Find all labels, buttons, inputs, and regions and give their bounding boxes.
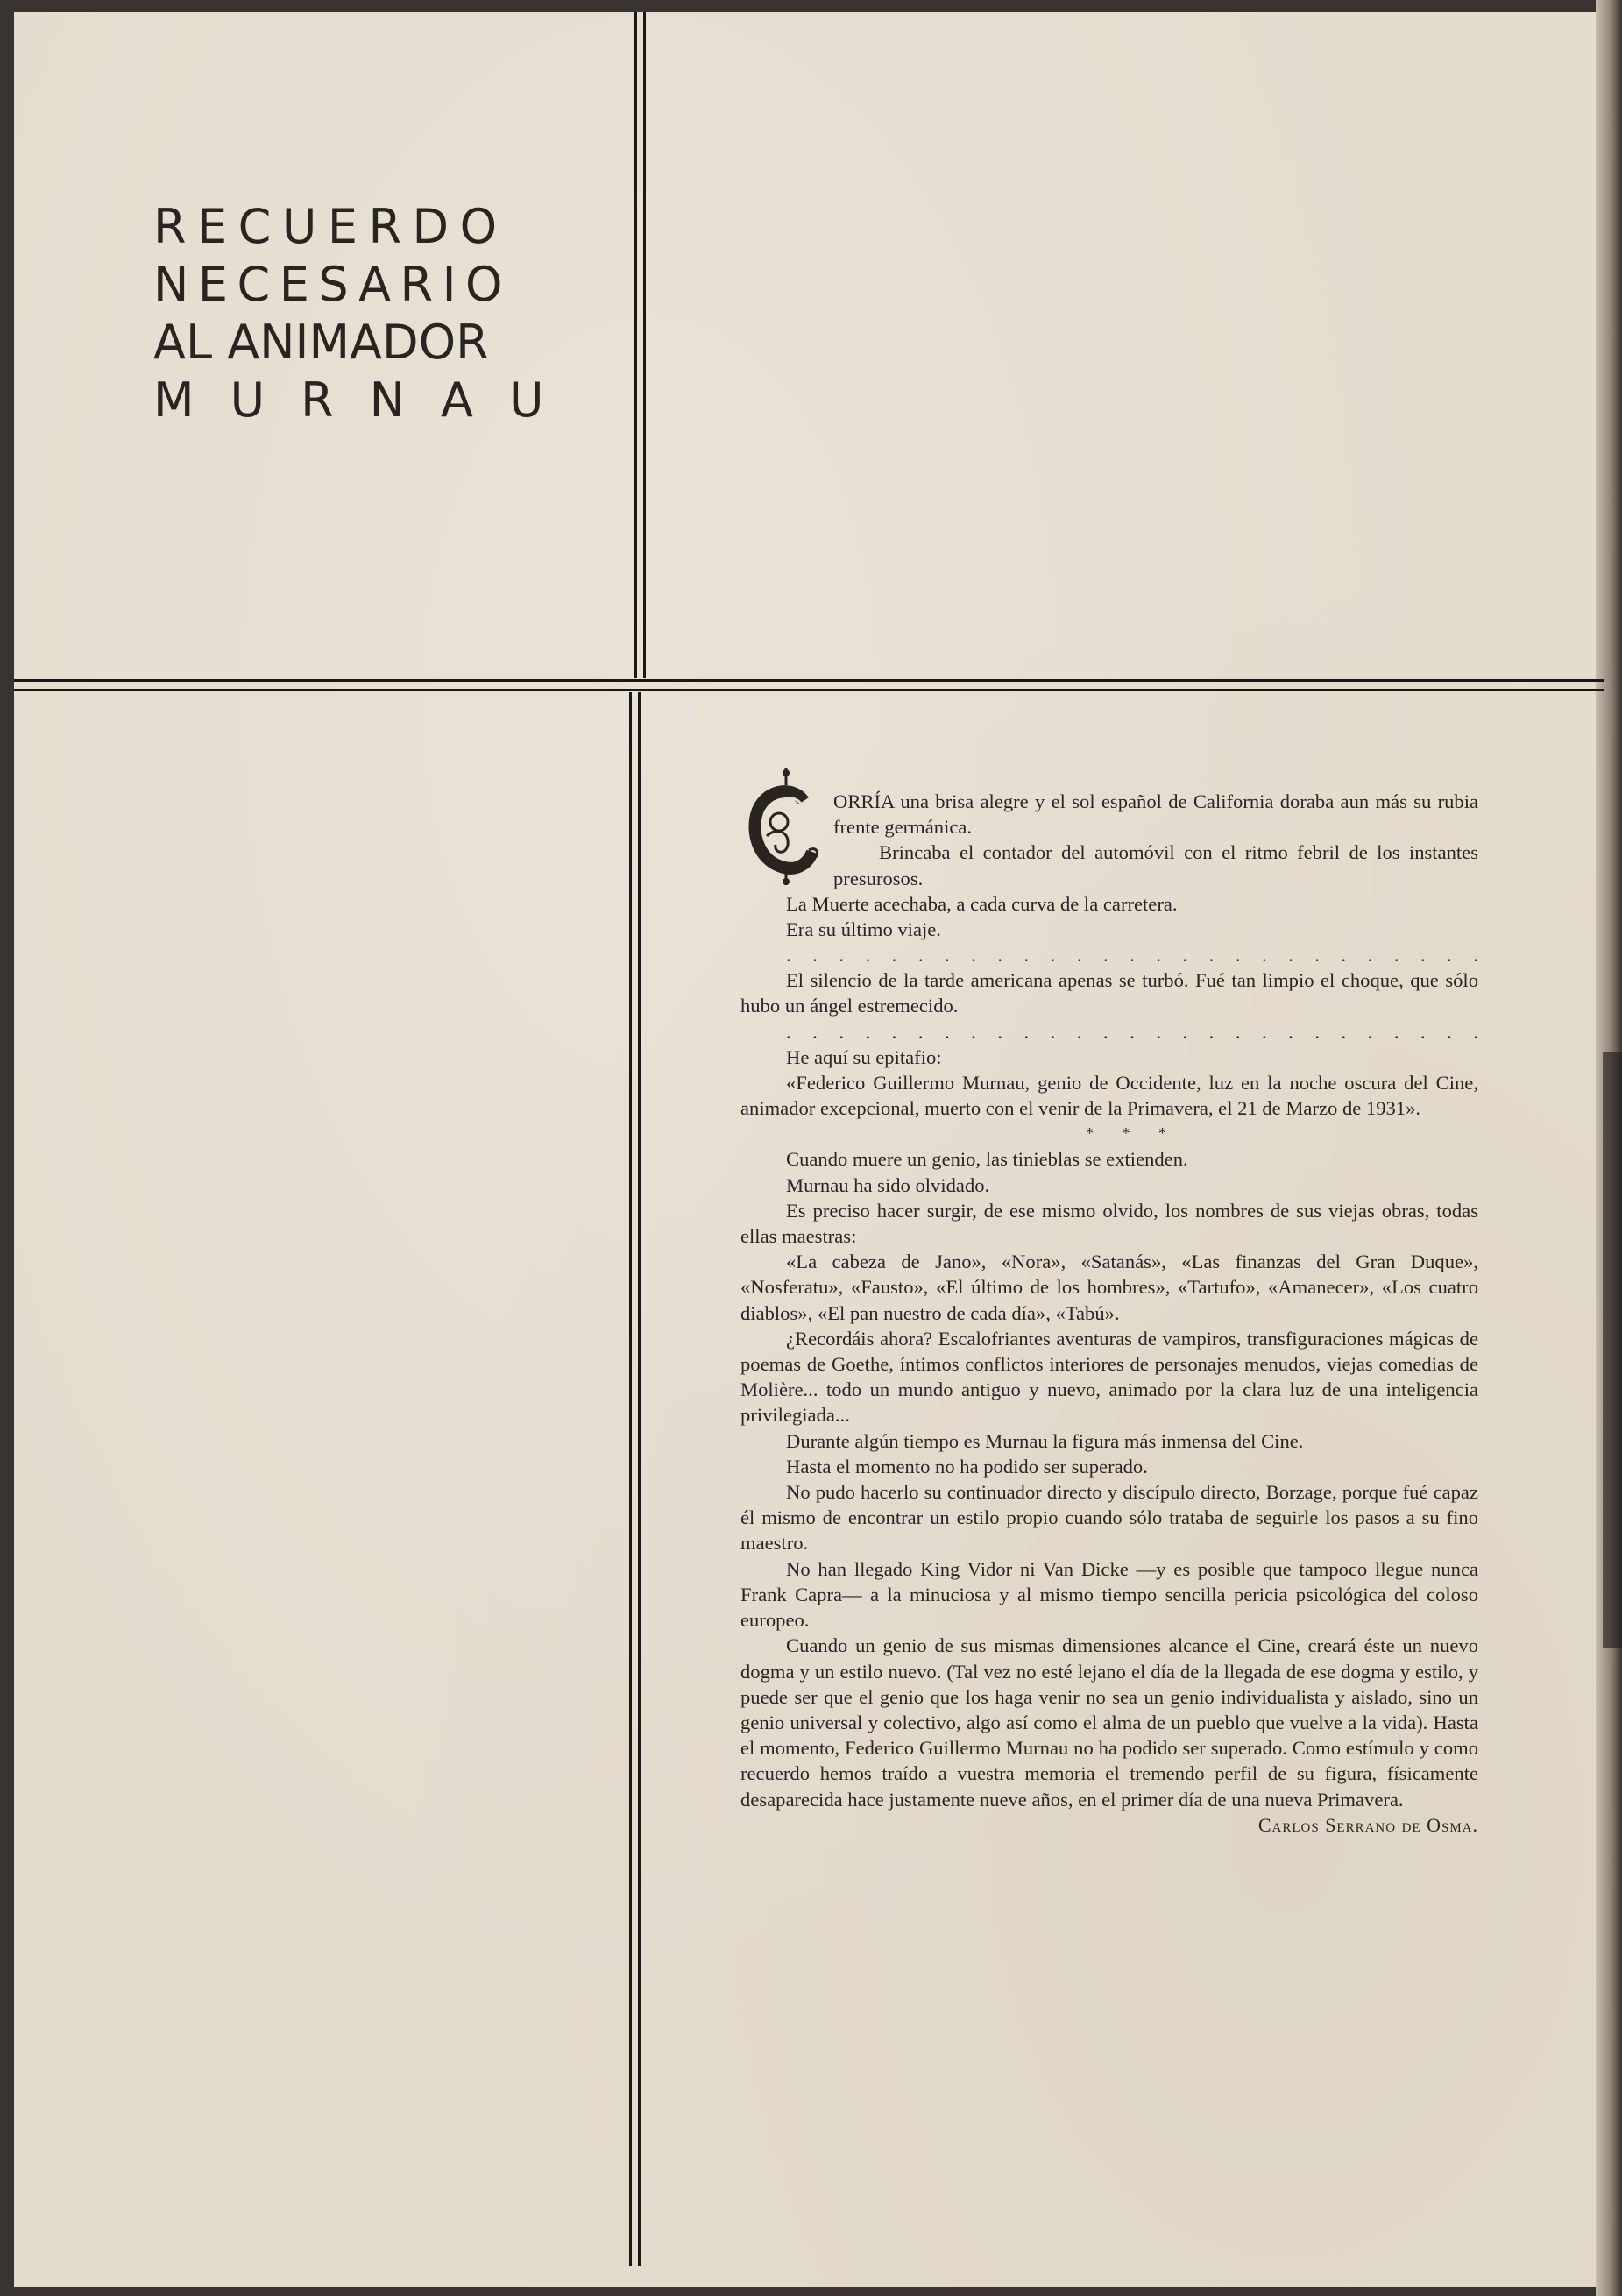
article-title: [153, 198, 580, 429]
dot-leader-2: . . . . . . . . . . . . . . . . . . . . . . . . . . .: [786, 1020, 1478, 1043]
paragraph-11: «La cabeza de Jano», «Nora», «Satanás», «Las finanzas del Gran Duque», «Nosferatu», «Fausto», «El último de los hombres», «Tartufo», «Amanecer», «Los cuatro diablos», «El pan nuestro de cada día», «Tabú».: [740, 1251, 1478, 1324]
ornamental-dropcap-icon: [740, 766, 826, 889]
paragraph-1: ORRÍA una brisa alegre y el sol español de California doraba aun más su rubia frente germánica.: [833, 790, 1478, 839]
dot-leader-1: . . . . . . . . . . . . . . . . . . . . . . . . . . .: [786, 944, 1478, 967]
paragraph-5: El silencio de la tarde americana apenas se turbó. Fué tan limpio el choque, que sólo hubo un ángel estremecido.: [740, 969, 1478, 1017]
paragraph-6: He aquí su epitafio:: [786, 1045, 942, 1068]
article-body: [740, 789, 1478, 1838]
paragraph-12: ¿Recordáis ahora? Escalofriantes aventuras de vampiros, transfiguraciones mágicas de poemas de Goethe, íntimos conflictos interiores de personajes menudos, viejas comedias de Molière... todo un mundo antiguo y nuevo, animado por la clara luz de una inteligencia privilegiada...: [740, 1327, 1478, 1427]
vertical-rule-top-left: [634, 12, 637, 678]
paragraph-3: La Muerte acechaba, a cada curva de la carretera.: [786, 892, 1178, 915]
section-separator: * * *: [1086, 1124, 1179, 1143]
page-binding-edge: [1596, 0, 1622, 2296]
paragraph-10: Es preciso hacer surgir, de ese mismo olvido, los nombres de sus viejas obras, todas ellas maestras:: [740, 1199, 1478, 1248]
paragraph-9: Murnau ha sido olvidado.: [786, 1173, 990, 1196]
adjacent-page-strip: [1603, 1052, 1622, 1648]
title-line-2: NECESARIO: [153, 257, 513, 312]
vertical-rule-top-right: [643, 12, 646, 678]
vertical-rule-bottom-right: [638, 692, 641, 2266]
paragraph-14: Hasta el momento no ha podido ser superado.: [786, 1455, 1148, 1478]
horizontal-rule-upper: [14, 679, 1604, 682]
paragraph-2: Brincaba el contador del automóvil con el ritmo febril de los instantes presurosos.: [833, 841, 1478, 889]
paragraph-17: Cuando un genio de sus mismas dimensiones alcance el Cine, creará éste un nuevo dogma y un estilo nuevo. (Tal vez no esté lejano el día de la llegada de ese dogma y estilo, y puede ser que el genio que los haga venir no sea un genio individualista y aislado, sino un genio universal y colectivo, algo así como el alma de un pueblo que vuelve a la vida). Hasta el momento, Federico Guillermo Murnau no ha podido ser superado. Como estímulo y como recuerdo hemos traído a vuestra memoria el tremendo perfil de su figura, físicamente desaparecida hace justamente nueve años, en el primer día de una nueva Primavera.: [740, 1634, 1478, 1811]
paragraph-8: Cuando muere un genio, las tinieblas se extienden.: [786, 1148, 1188, 1171]
paragraph-13: Durante algún tiempo es Murnau la figura más inmensa del Cine.: [786, 1429, 1304, 1452]
paragraph-7: «Federico Guillermo Murnau, genio de Occidente, luz en la noche oscura del Cine, animador excepcional, muerto con el venir de la Primavera, el 21 de Marzo de 1931».: [740, 1071, 1478, 1120]
title-line-4: MURNAU: [153, 372, 580, 428]
paragraph-4: Era su último viaje.: [786, 918, 941, 941]
paragraph-15: No pudo hacerlo su continuador directo y discípulo directo, Borzage, porque fué capaz él mismo de encontrar un estilo propio cuando sólo trataba de seguirle los pasos a su fino maestro.: [740, 1481, 1478, 1555]
title-line-3: AL ANIMADOR: [153, 315, 489, 370]
author-signature: Carlos Serrano de Osma.: [1257, 1813, 1478, 1836]
title-line-1: RECUERDO: [153, 199, 508, 254]
horizontal-rule-lower: [14, 689, 1604, 691]
paragraph-16: No han llegado King Vidor ni Van Dicke —y es posible que tampoco llegue nunca Frank Capra— a la minuciosa y al mismo tiempo sencilla pericia psicológica del coloso europeo.: [740, 1557, 1478, 1632]
vertical-rule-bottom-left: [629, 692, 632, 2266]
